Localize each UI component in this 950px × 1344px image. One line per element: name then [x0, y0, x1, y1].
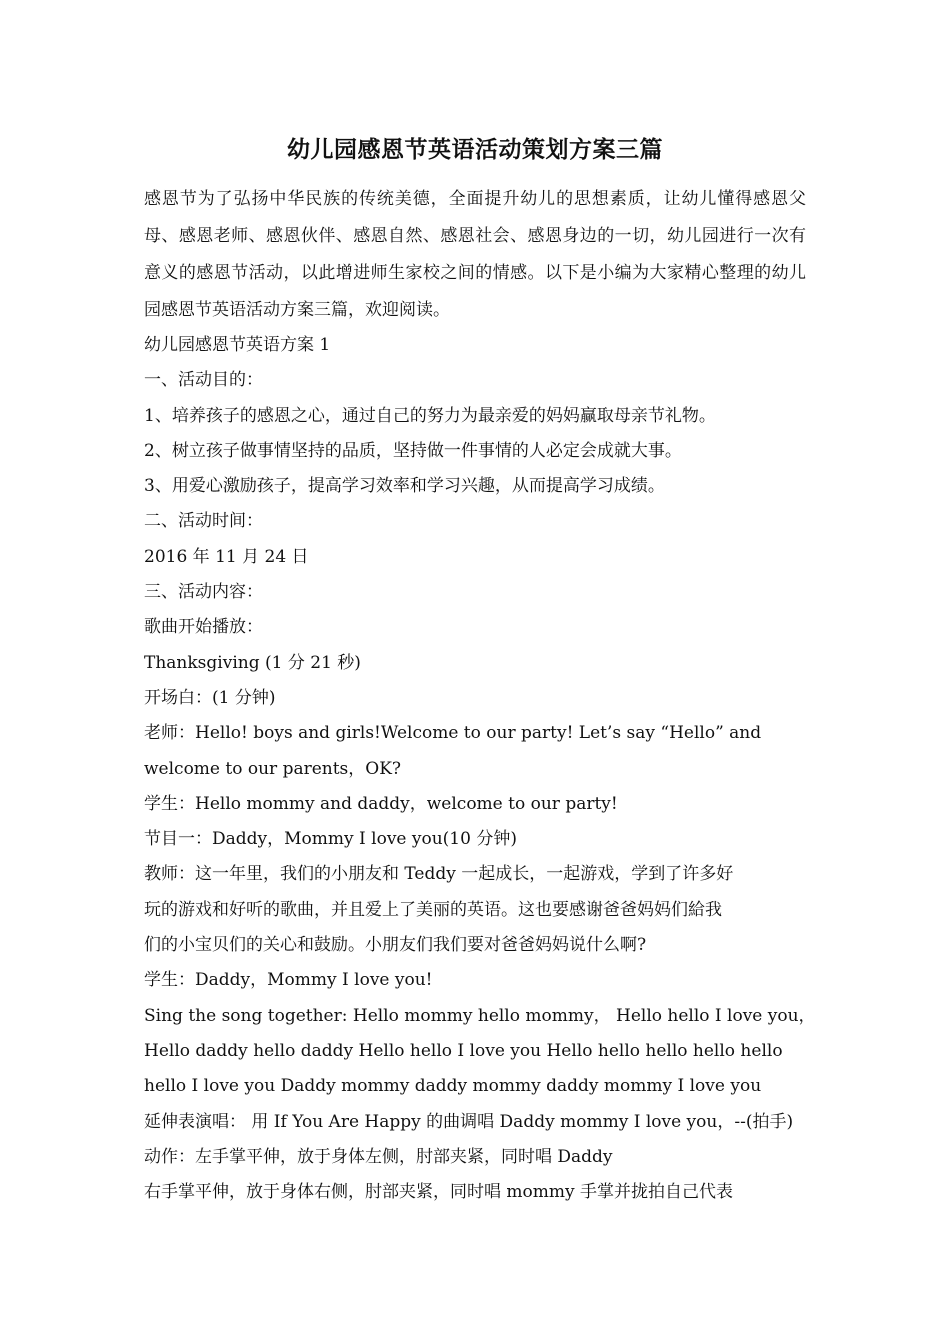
text-line: 学生：Daddy，Mommy I love you! [144, 970, 433, 991]
text-line: Hello daddy hello daddy Hello hello I love you Hello hello hello hello hello [144, 1040, 783, 1061]
text-line: 们的小宝贝们的关心和鼓励。小朋友们我们要对爸爸妈妈说什么啊? [144, 935, 647, 956]
text-line: 延伸表演唱： 用 If You Are Happy 的曲调唱 Daddy mommy I love you，--(拍手) [144, 1111, 794, 1132]
text-line: 教师：这一年里，我们的小朋友和 Teddy 一起成长，一起游戏，学到了许多好 [144, 864, 734, 885]
body-lines [144, 328, 814, 1210]
text-line: 1、培养孩子的感恩之心，通过自己的努力为最亲爱的妈妈赢取母亲节礼物。 [144, 405, 716, 426]
text-line: 动作：左手掌平伸，放于身体左侧，肘部夹紧，同时唱 Daddy [144, 1146, 613, 1167]
text-line: 幼儿园感恩节英语方案 1 [144, 335, 331, 355]
intro-paragraph: 感恩节为了弘扬中华民族的传统美德，全面提升幼儿的思想素质，让幼儿懂得感恩父母、感恩老师、感恩伙伴、感恩自然、感恩社会、感恩身边的一切，幼儿园进行一次有意义的感恩节活动，以此增进师生家校之间的情感。以下是小编为大家精心整理的幼儿园感恩节英语活动方案三篇，欢迎阅读。 [144, 189, 806, 320]
text-line: 3、用爱心激励孩子，提高学习效率和学习兴趣，从而提高学习成绩。 [144, 476, 665, 497]
text-line: 玩的游戏和好听的歌曲，并且爱上了美丽的英语。这也要感谢爸爸妈妈们給我 [144, 899, 722, 920]
text-line: 三、活动内容： [144, 582, 263, 603]
text-line: 歌曲开始播放： [144, 617, 263, 638]
text-line: 一、活动目的： [144, 370, 263, 391]
text-line: 学生：Hello mommy and daddy，welcome to our party! [144, 793, 618, 814]
text-line: 右手掌平伸，放于身体右侧，肘部夹紧，同时唱 mommy 手掌并拢拍自己代表 [144, 1182, 734, 1203]
text-line: Sing the song together: Hello mommy hello mommy， Hello hello I love you， [144, 1005, 816, 1026]
text-line: hello I love you Daddy mommy daddy mommy daddy mommy I love you [144, 1076, 762, 1097]
text-line: welcome to our parents，OK? [144, 758, 402, 779]
text-line: 二、活动时间： [144, 511, 263, 532]
text-line: 开场白：(1 分钟) [144, 687, 276, 708]
text-line: Thanksgiving (1 分 21 秒) [144, 652, 361, 673]
text-line: 2、树立孩子做事情坚持的品质，坚持做一件事情的人必定会成就大事。 [144, 440, 682, 461]
text-line: 2016 年 11 月 24 日 [144, 546, 309, 567]
text-line: 老师：Hello! boys and girls!Welcome to our party! Let’s say “Hello” and [144, 723, 762, 744]
document-title: 幼儿园感恩节英语活动策划方案三篇 [287, 136, 663, 163]
text-line: 节目一：Daddy，Mommy I love you(10 分钟) [144, 829, 517, 850]
